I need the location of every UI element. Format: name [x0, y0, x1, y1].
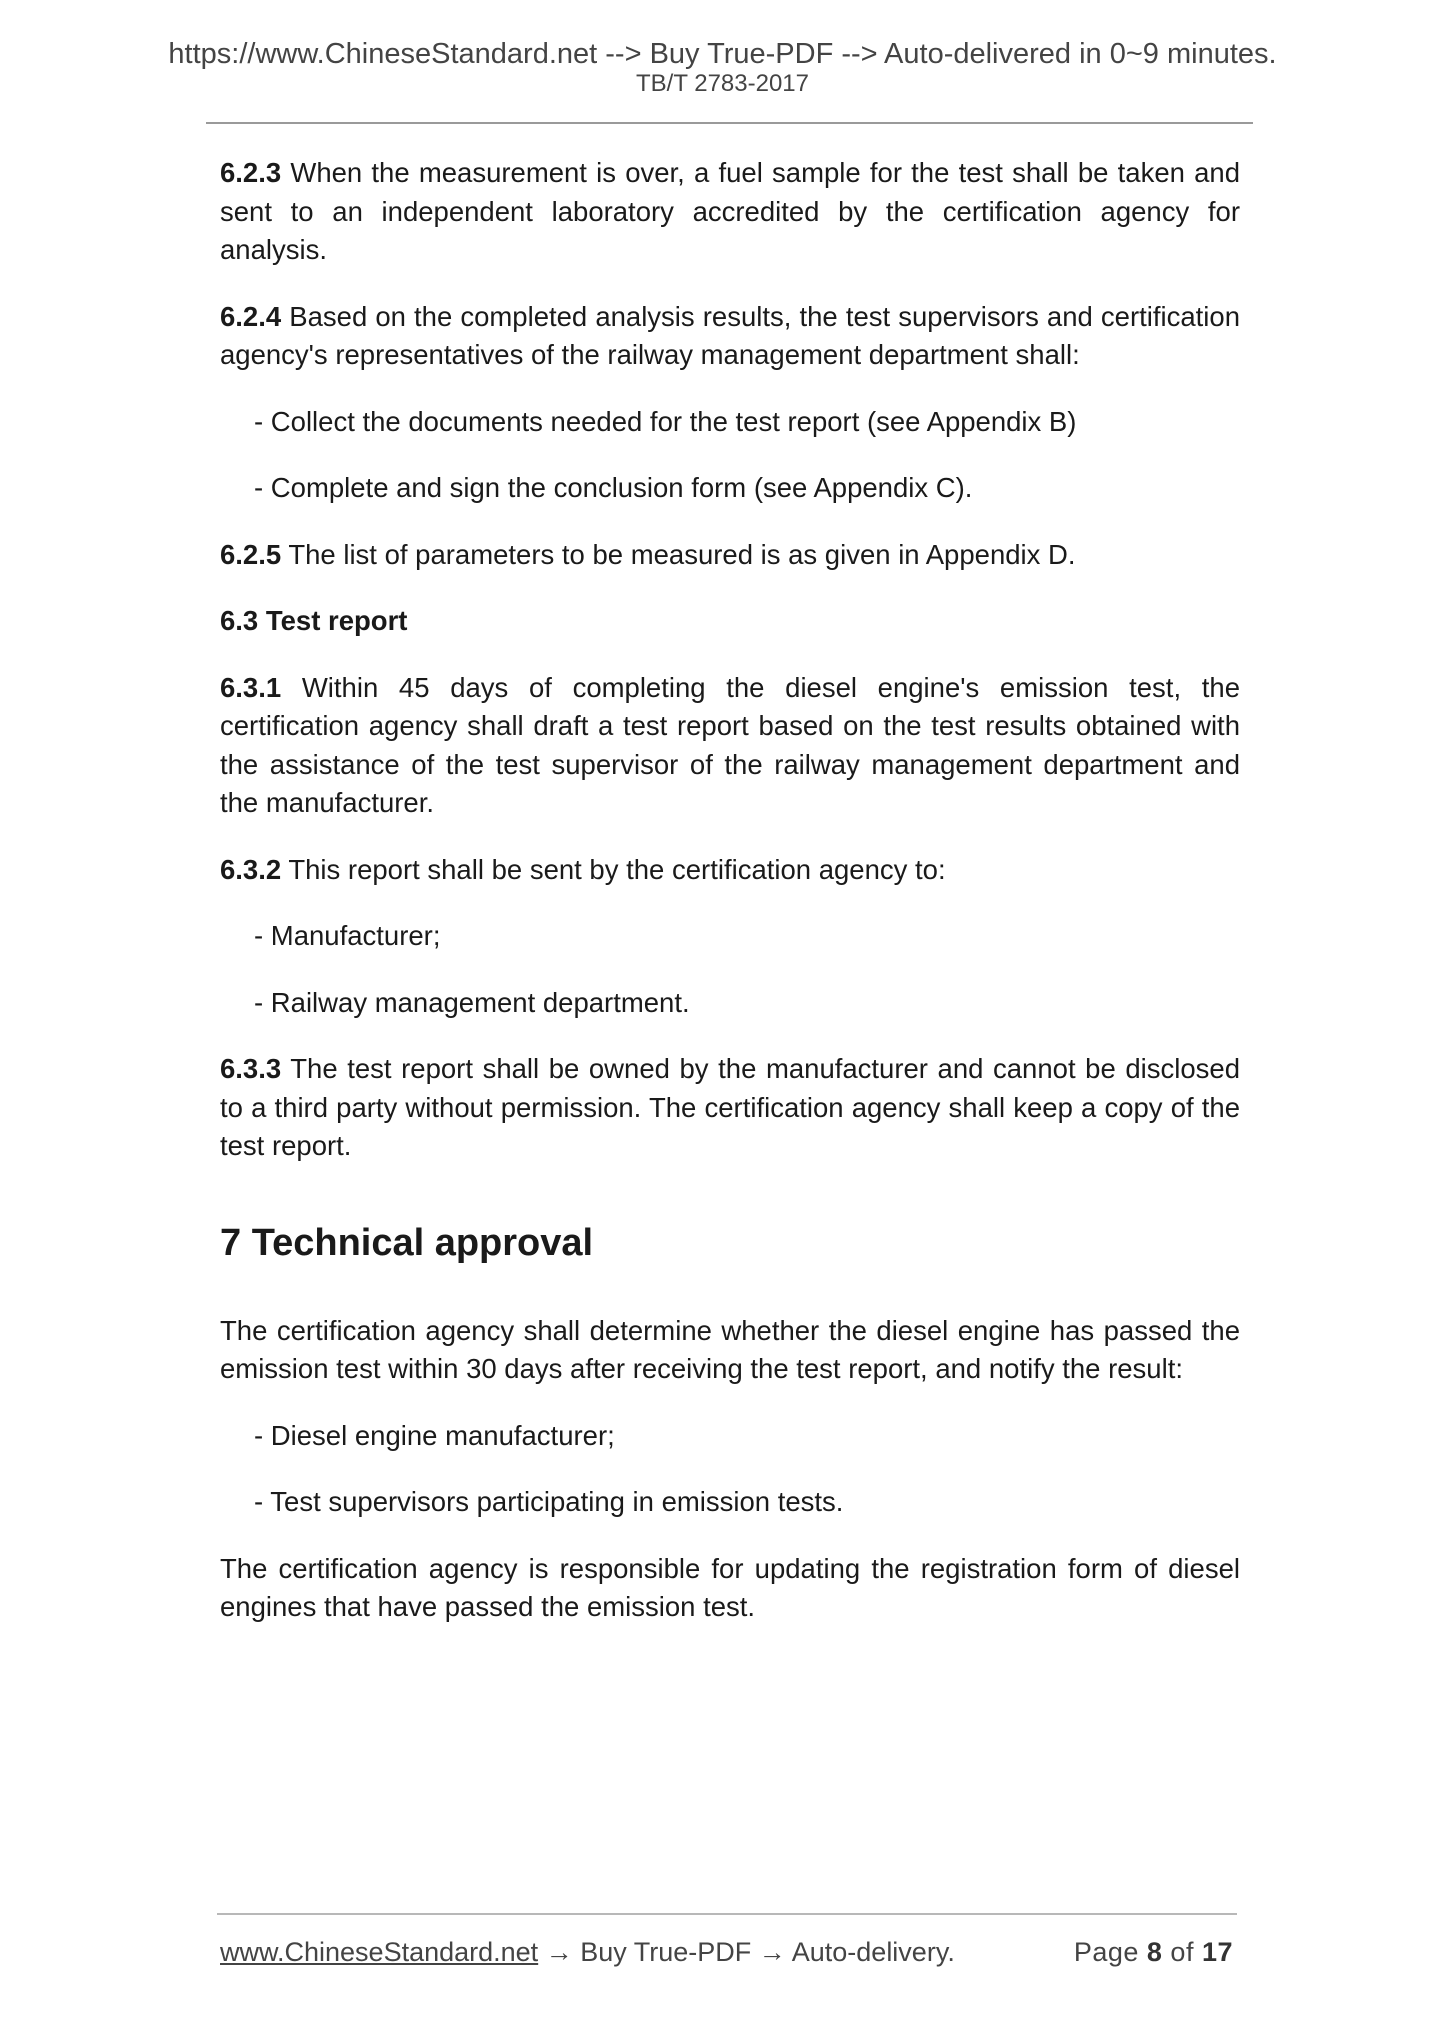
- list-item: - Railway management department.: [254, 986, 690, 1018]
- current-page-number: 8: [1146, 1937, 1163, 1967]
- list-item: - Manufacturer;: [254, 920, 441, 951]
- clause-number: 6.2.3: [220, 157, 282, 188]
- clause-text: Based on the completed analysis results, the test supervisors and certification agency's representatives of the railway management department shall:: [220, 300, 1240, 370]
- clause-number: 6.3.3: [220, 1053, 282, 1084]
- footer-divider: [217, 1913, 1237, 1915]
- chapter-heading-7: 7 Technical approval: [220, 1221, 594, 1264]
- clause-6-2-4: [220, 298, 1240, 375]
- clause-number: 6.3.1: [220, 671, 282, 703]
- page-label: Page: [1073, 1937, 1147, 1967]
- clause-text: The list of parameters to be measured is as given in Appendix D.: [281, 538, 1076, 570]
- chapter-7-closing: The certification agency is responsible for updating the registration form of diesel engines that have passed the emission test.: [220, 1552, 1240, 1622]
- list-item: - Complete and sign the conclusion form (see Appendix C).: [254, 472, 973, 503]
- list-item: - Collect the documents needed for the test report (see Appendix B): [254, 405, 1077, 437]
- clause-number: 6.3.2: [220, 853, 282, 885]
- clause-6-3-3: [220, 1050, 1240, 1166]
- promo-text: → Buy True-PDF → Auto-delivery.: [538, 1937, 955, 1967]
- site-link[interactable]: www.ChineseStandard.net: [220, 1937, 539, 1967]
- document-body: [220, 154, 1240, 1655]
- footer-promo: [220, 1937, 955, 1968]
- clause-text: This report shall be sent by the certification agency to:: [281, 853, 946, 885]
- clause-text: Within 45 days of completing the diesel engine's emission test, the certification agency shall draft a test report based on the test results obtained with the assistance of the test supervisor of the railway management department and the manufacturer.: [220, 671, 1240, 818]
- of-label: of: [1162, 1937, 1202, 1967]
- clause-number: 6.2.5: [220, 538, 282, 570]
- section-heading-6-3: 6.3 Test report: [220, 605, 408, 636]
- clause-text: When the measurement is over, a fuel sample for the test shall be taken and sent to an independent laboratory accredited by the certification agency for analysis.: [220, 157, 1240, 265]
- list-item: - Test supervisors participating in emission tests.: [254, 1486, 844, 1517]
- source-banner: https://www.ChineseStandard.net --> Buy True-PDF --> Auto-delivered in 0~9 minutes.: [168, 38, 1277, 70]
- page-indicator: [1074, 1937, 1233, 1968]
- clause-number: 6.2.4: [220, 300, 282, 332]
- header-divider: [206, 122, 1253, 124]
- chapter-7-intro: The certification agency shall determine whether the diesel engine has passed the emission test within 30 days after receiving the test report, and notify the result:: [220, 1314, 1240, 1384]
- list-item: - Diesel engine manufacturer;: [254, 1419, 615, 1451]
- clause-6-3-2: [220, 851, 1240, 890]
- standard-code: TB/T 2783-2017: [635, 70, 809, 97]
- clause-text: The test report shall be owned by the manufacturer and cannot be disclosed to a third party without permission. The certification agency shall keep a copy of the test report.: [220, 1053, 1240, 1161]
- total-pages: 17: [1201, 1937, 1233, 1967]
- clause-6-2-3: [220, 154, 1240, 270]
- clause-6-2-5: [220, 536, 1240, 575]
- clause-6-3-1: [220, 669, 1240, 823]
